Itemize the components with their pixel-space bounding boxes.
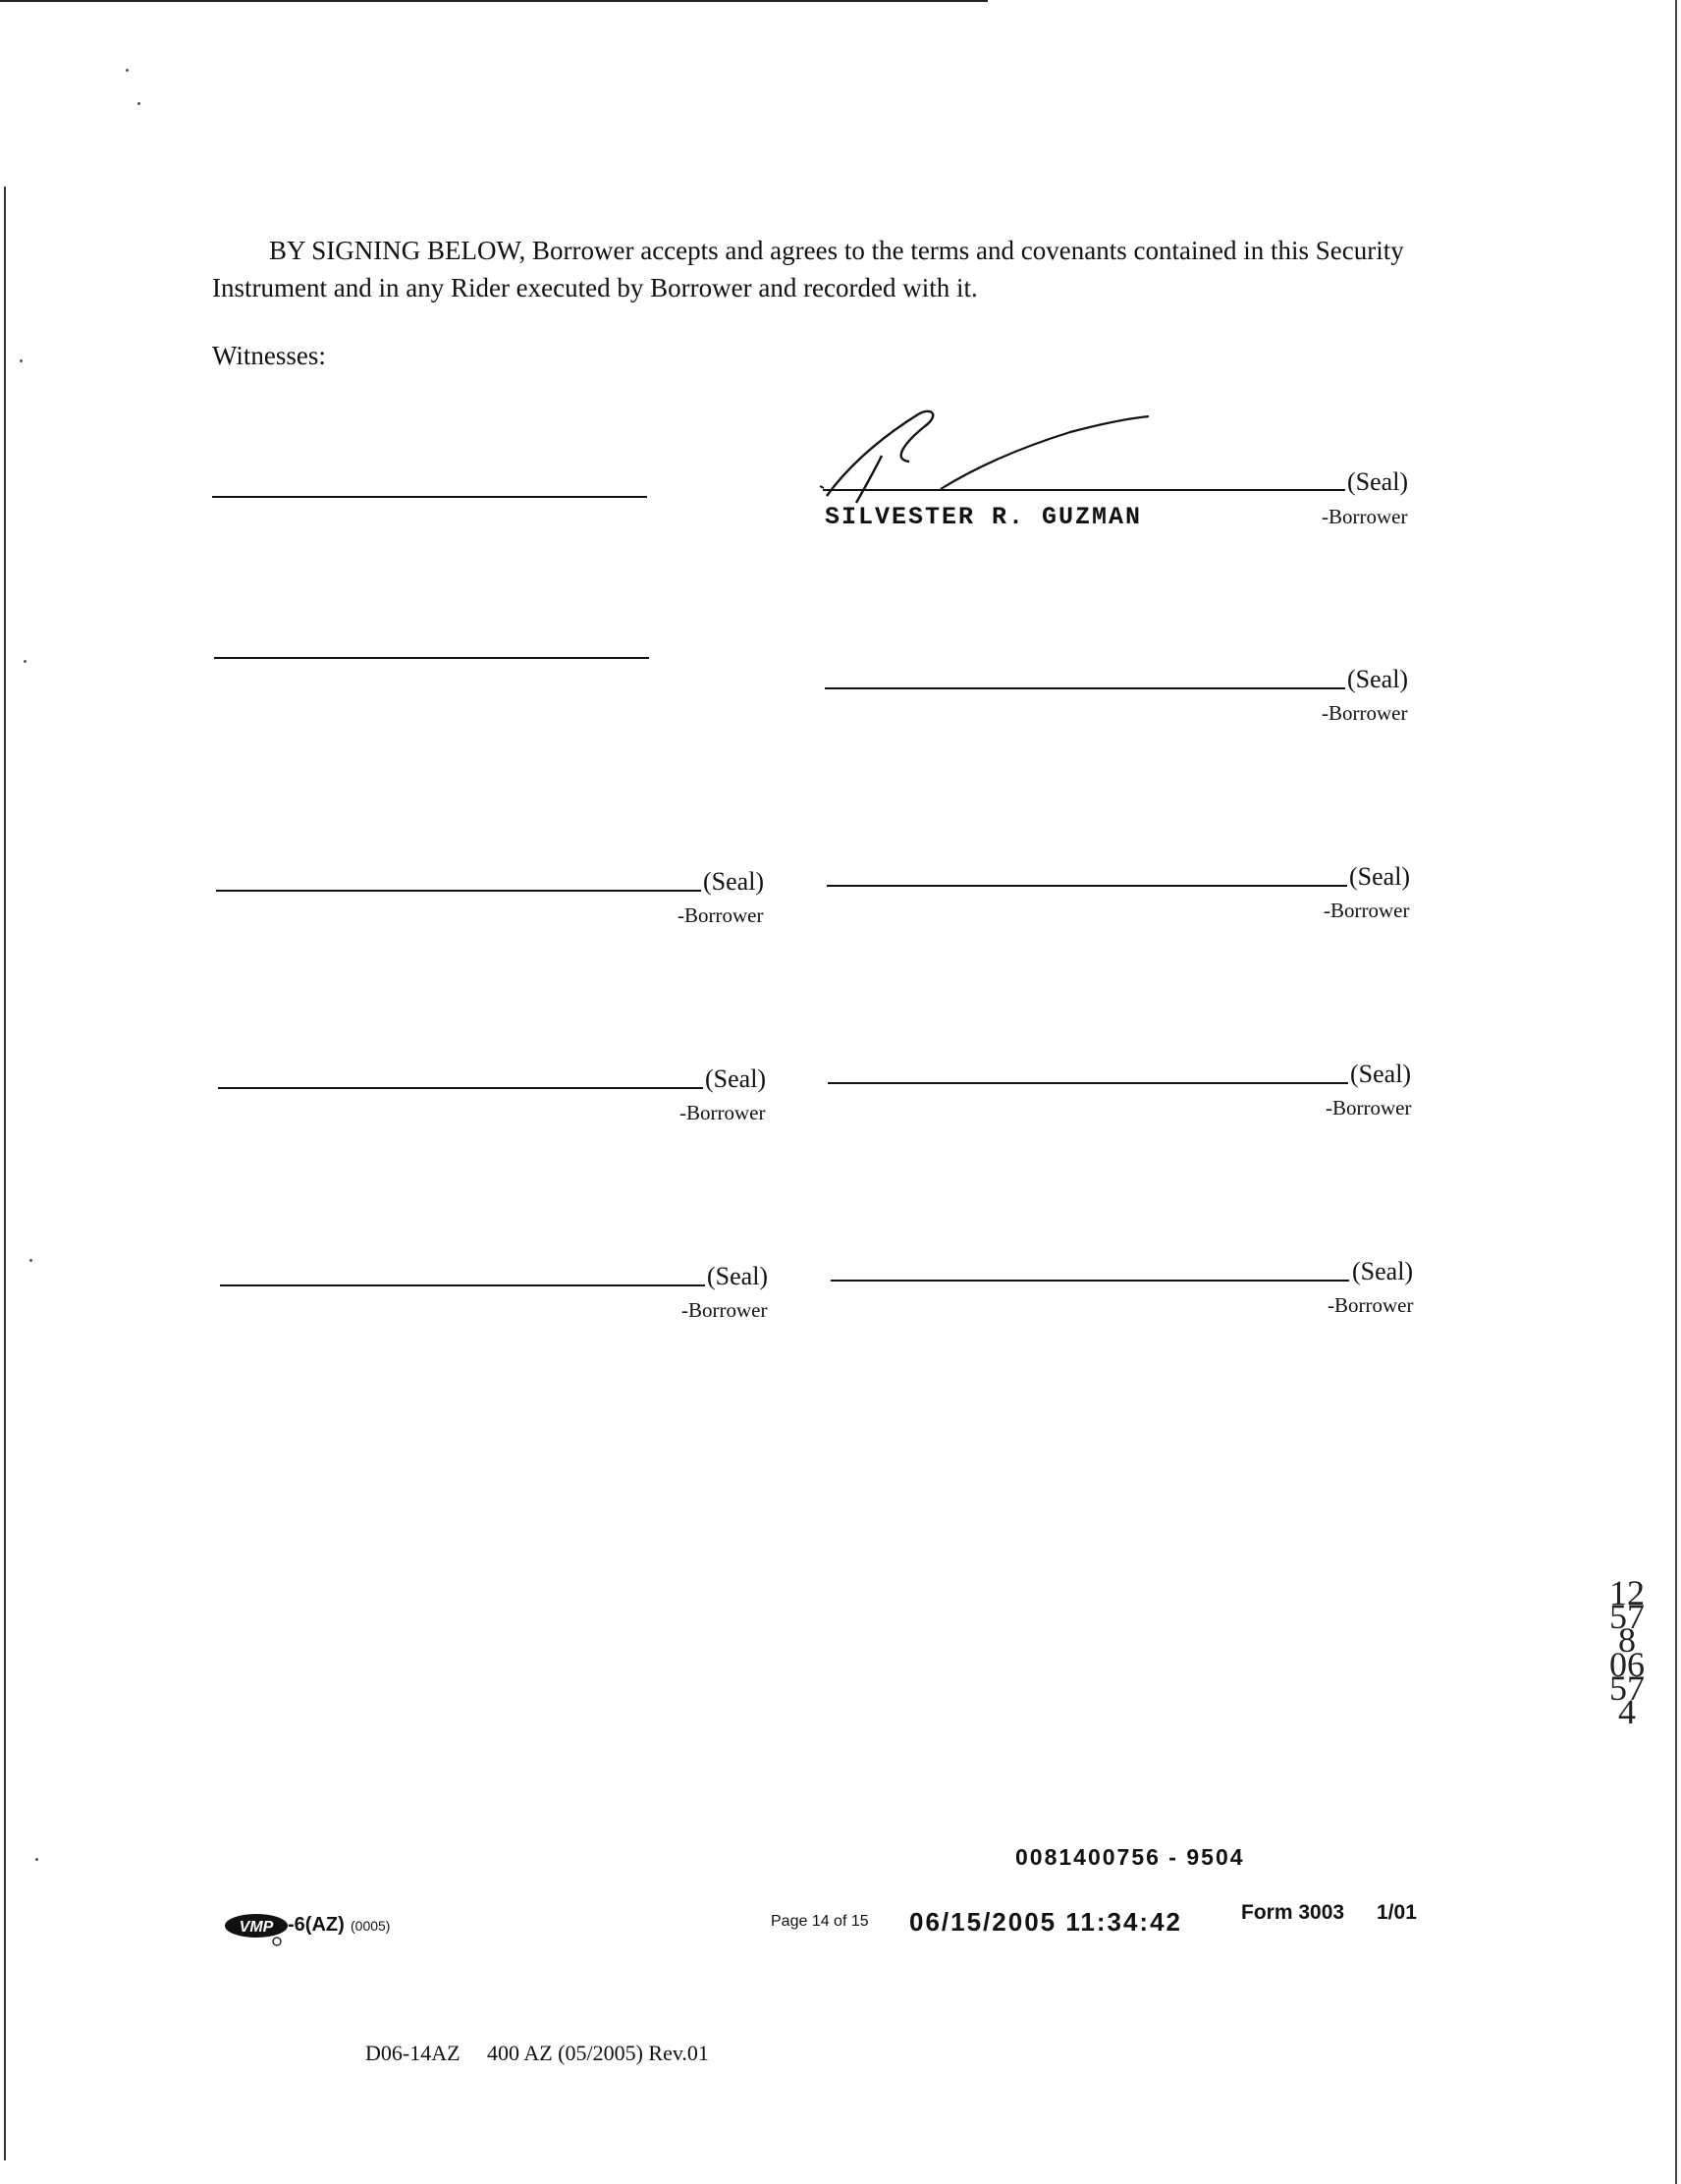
scan-speck xyxy=(137,102,140,105)
seal-label: (Seal) xyxy=(1350,1060,1412,1088)
borrower-signature-line-6[interactable] xyxy=(828,1082,1348,1084)
witnesses-heading: Witnesses: xyxy=(212,341,326,370)
scan-speck xyxy=(24,660,27,663)
borrower-role-label: -Borrower xyxy=(1328,1293,1414,1317)
loan-number: 0081400756 - 9504 xyxy=(1015,1844,1245,1870)
svg-text:VMP: VMP xyxy=(239,1919,274,1936)
signature-acknowledgement-text: BY SIGNING BELOW, Borrower accepts and agrees to the terms and covenants contained in this Security Instrument and in any Rider executed by Borrower and recorded with it. xyxy=(212,236,1404,302)
borrower-role-label: -Borrower xyxy=(681,1298,768,1322)
recording-stamp-number: 12578 06574 xyxy=(1609,1573,1645,1732)
seal-label: (Seal) xyxy=(705,1065,767,1093)
scan-speck xyxy=(29,1259,32,1262)
document-id: D06-14AZ 400 AZ (05/2005) Rev.01 xyxy=(365,2041,709,2065)
vmp-logo-icon xyxy=(224,1911,293,1946)
handwritten-signature xyxy=(815,403,1168,511)
page-indicator: Page 14 of 15 xyxy=(771,1913,869,1930)
borrower-signature-line-1[interactable] xyxy=(823,489,1345,491)
seal-label: (Seal) xyxy=(703,867,765,896)
borrower-role-label: -Borrower xyxy=(1322,701,1408,725)
form-number: Form 3003 xyxy=(1241,1901,1345,1924)
scan-top-edge xyxy=(0,0,988,2)
scan-left-edge xyxy=(4,187,6,2160)
seal-label: (Seal) xyxy=(1347,467,1409,496)
borrower-signature-line-4[interactable] xyxy=(827,885,1347,887)
seal-label: (Seal) xyxy=(1352,1257,1414,1285)
borrower-role-label: -Borrower xyxy=(678,903,764,927)
scan-right-edge xyxy=(1675,0,1677,2184)
borrower-signature-line-3[interactable] xyxy=(216,890,701,892)
borrower-role-label: -Borrower xyxy=(1326,1096,1412,1119)
borrower-role-label: -Borrower xyxy=(1322,505,1408,528)
form-code: -6(AZ) xyxy=(288,1914,345,1936)
seal-label: (Seal) xyxy=(707,1262,769,1290)
form-revision-date: 1/01 xyxy=(1377,1901,1417,1924)
borrower-role-label: -Borrower xyxy=(679,1101,766,1124)
witness-signature-line-2[interactable] xyxy=(214,657,649,659)
borrower-signature-line-2[interactable] xyxy=(825,687,1345,689)
witness-signature-line-1[interactable] xyxy=(212,496,647,498)
seal-label: (Seal) xyxy=(1349,862,1411,891)
scan-speck xyxy=(20,359,23,362)
borrower-signature-line-7[interactable] xyxy=(220,1284,705,1286)
borrower-role-label: -Borrower xyxy=(1324,899,1410,922)
seal-label: (Seal) xyxy=(1347,665,1409,693)
scan-speck xyxy=(35,1858,38,1861)
scan-speck xyxy=(126,69,129,72)
borrower-signature-line-5[interactable] xyxy=(218,1087,703,1089)
form-code-suffix: (0005) xyxy=(351,1918,391,1934)
borrower-name: SILVESTER R. GUZMAN xyxy=(825,503,1143,531)
borrower-signature-line-8[interactable] xyxy=(831,1280,1349,1282)
print-timestamp: 06/15/2005 11:34:42 xyxy=(909,1907,1182,1937)
